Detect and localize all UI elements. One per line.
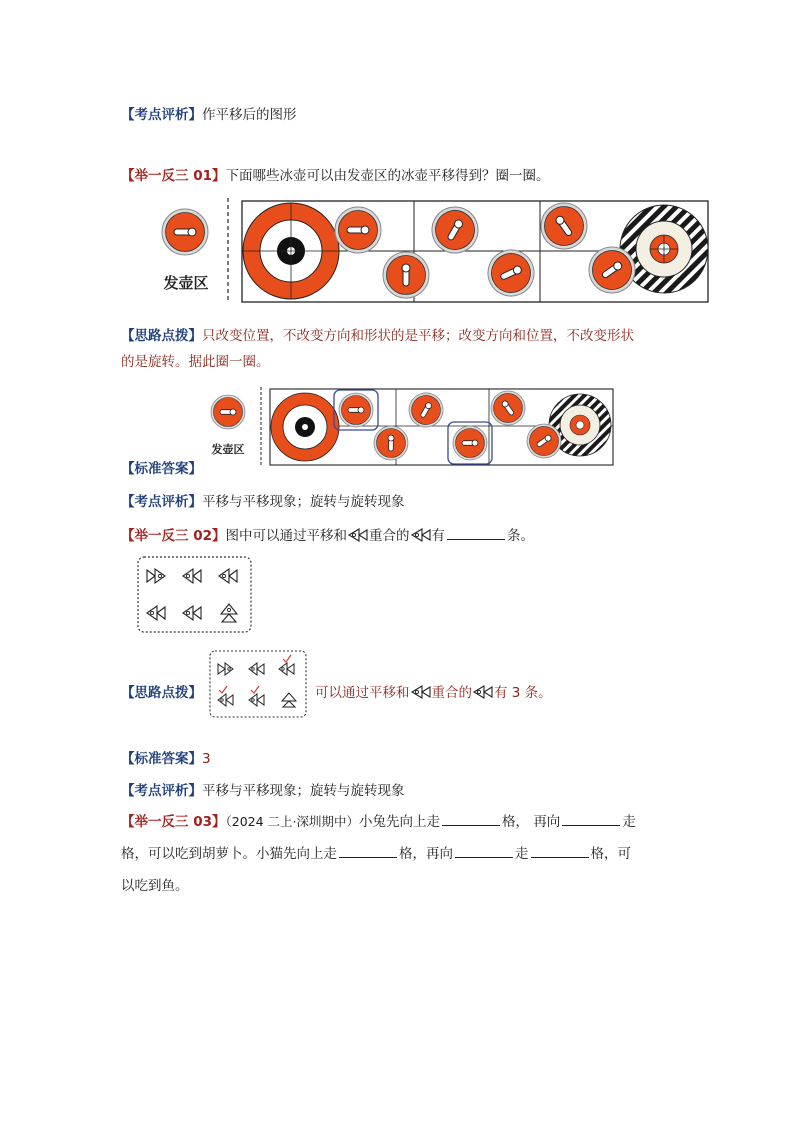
question-03-b: 格， <box>502 814 530 830</box>
blank-cat-direction[interactable] <box>455 845 513 858</box>
question-03-c: 再向 <box>533 814 561 830</box>
fish-figure <box>137 556 253 634</box>
section-juyi-02 <box>121 524 534 544</box>
section-silu-01 <box>121 324 634 344</box>
fish-6 <box>221 604 237 622</box>
section-silu-02 <box>121 681 202 701</box>
question-01-text: 下面哪些冰壶可以由发壶区的冰壶平移得到？圈一圈。 <box>225 168 550 184</box>
question-03-source: （2024 二上·深圳期中） <box>225 814 360 829</box>
answer-launch-zone-label: 发壶区 <box>211 443 245 456</box>
section-juyi-03 <box>121 810 636 830</box>
section-answer-01 <box>121 457 202 477</box>
blank-cat-up[interactable] <box>339 845 397 858</box>
section-kaodian-1 <box>121 103 297 123</box>
kaodian-3-text: 平移与平移现象；旋转与旋转现象 <box>202 783 405 799</box>
tag-silu-02: 【思路点拨】 <box>121 685 202 701</box>
question-03-line2 <box>121 842 631 862</box>
question-02-a: 图中可以通过平移和 <box>225 528 347 544</box>
fish-1 <box>147 569 165 583</box>
fish-left-icon <box>347 527 369 543</box>
silu-01-line1: 只改变位置，不改变方向和形状的是平移；改变方向和位置，不改变形状 <box>202 328 634 344</box>
house-left <box>243 203 339 299</box>
launch-zone-label: 发壶区 <box>163 274 209 292</box>
section-kaodian-2 <box>121 490 405 510</box>
question-03-d: 走 <box>622 814 636 830</box>
silu-02-c: 有 3 条。 <box>494 685 552 701</box>
fish-2 <box>183 569 201 583</box>
answer-curling-figure <box>206 385 616 467</box>
question-03-f: 格，再向 <box>399 846 453 862</box>
fish-4 <box>147 606 165 620</box>
question-02-d: 条。 <box>507 528 534 544</box>
answer-02-text: 3 <box>202 751 211 767</box>
silu-02-a: 可以通过平移和 <box>315 685 410 701</box>
tag-answer: 【标准答案】 <box>121 461 202 477</box>
question-03-g: 走 <box>515 846 529 862</box>
tag-answer-02: 【标准答案】 <box>121 751 202 767</box>
curling-figure <box>150 195 712 307</box>
fish-hint-figure <box>209 650 307 718</box>
answer-launch-stone <box>211 395 245 429</box>
launch-stone <box>162 209 208 255</box>
kaodian-text: 作平移后的图形 <box>202 107 297 123</box>
tag-kaodian-2: 【考点评析】 <box>121 494 202 510</box>
tag-kaodian-3: 【考点评析】 <box>121 783 202 799</box>
tag-juyi-02: 【举一反三 02】 <box>121 528 226 544</box>
section-kaodian-3 <box>121 779 405 799</box>
kaodian-2-text: 平移与平移现象；旋转与旋转现象 <box>202 494 405 510</box>
question-02-b: 重合的 <box>369 528 410 544</box>
answer-blank-02[interactable] <box>447 527 505 540</box>
tag-juyi-03: 【举一反三 03】 <box>121 814 226 830</box>
silu-02-text <box>315 681 552 701</box>
blank-cat-steps[interactable] <box>531 845 589 858</box>
fish-5 <box>183 606 201 620</box>
check-icon <box>283 655 291 662</box>
question-03-a: 小兔先向上走 <box>359 814 441 830</box>
fish-left-icon <box>410 527 432 543</box>
fish-left-icon <box>472 684 494 700</box>
fish-left-icon <box>410 684 432 700</box>
silu-01-line2: 的是旋转。据此圈一圈。 <box>121 354 270 370</box>
section-juyi-01 <box>121 164 550 184</box>
question-03-i: 以吃到鱼。 <box>121 878 189 894</box>
blank-rabbit-direction[interactable] <box>562 813 620 826</box>
question-03-h: 格，可 <box>590 846 631 862</box>
question-02-c: 有 <box>431 528 445 544</box>
stone-2 <box>383 252 429 298</box>
silu-02-b: 重合的 <box>431 685 472 701</box>
check-icon <box>251 686 259 693</box>
check-icon <box>219 686 227 693</box>
question-03-e: 格，可以吃到胡萝卜。小猫先向上走 <box>121 846 337 862</box>
fish-3 <box>219 569 237 583</box>
stone-1 <box>335 207 381 253</box>
tag-juyi-01: 【举一反三 01】 <box>121 168 226 184</box>
tag-silu: 【思路点拨】 <box>121 328 202 344</box>
tag-kaodian: 【考点评析】 <box>121 107 202 123</box>
section-answer-02 <box>121 747 211 767</box>
blank-rabbit-up[interactable] <box>442 813 500 826</box>
